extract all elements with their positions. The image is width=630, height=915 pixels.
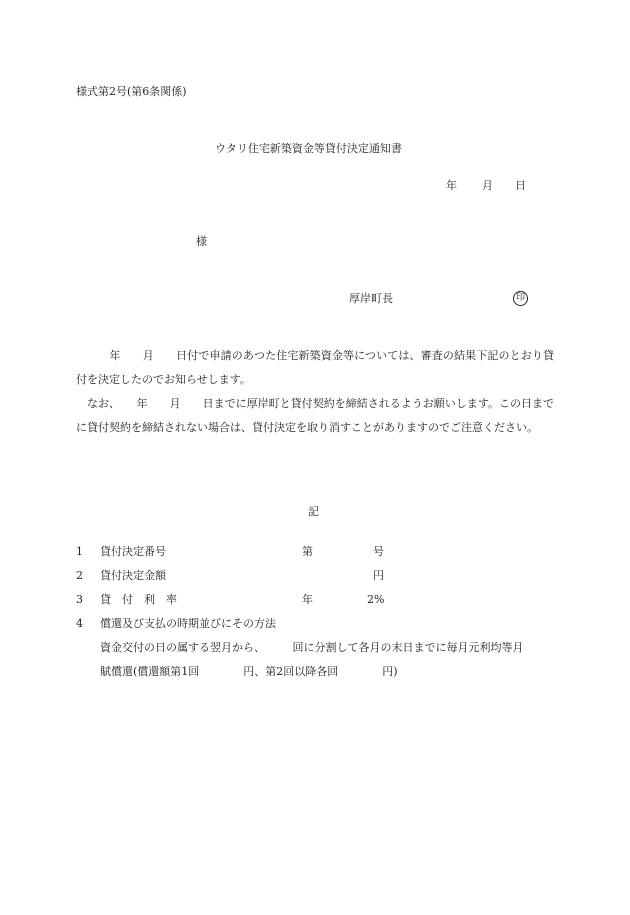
- interest-rate-value: 2%: [367, 593, 385, 606]
- item-value-suffix: 円: [373, 569, 384, 582]
- item-label: 貸付決定金額: [100, 569, 166, 582]
- body-paragraph-2: なお、 年 月 日までに厚岸町と貸付契約を締結されるようお願いします。この日までに貸付契約を締結されない場合は、貸付決定を取り消すことがありますのでご注意ください。: [76, 397, 554, 434]
- seal-mark: [513, 291, 528, 306]
- item-label: 貸付決定番号: [100, 545, 166, 558]
- item-label: 貸 付 利 率: [100, 593, 177, 606]
- date-year: 年: [446, 179, 457, 192]
- repayment-line-1: 資金交付の日の属する翌月から、 回に分割して各月の末日までに毎月元利均等月: [100, 641, 524, 654]
- document-title: ウタリ住宅新築資金等貸付決定通知書: [215, 142, 402, 155]
- item-number: 4: [76, 617, 83, 630]
- form-number: 様式第2号(第6条関係): [76, 85, 187, 98]
- item-number: 2: [76, 569, 83, 582]
- recipient-honorific: 様: [196, 235, 207, 248]
- sender-name: 厚岸町長: [349, 292, 393, 305]
- item-label: 償還及び支払の時期並びにその方法: [100, 617, 276, 630]
- item-value-prefix: 第: [302, 545, 313, 558]
- item-number: 1: [76, 545, 83, 558]
- item-value-suffix: 号: [373, 545, 384, 558]
- date-month: 月: [482, 179, 493, 192]
- body-paragraph-1: 年 月 日付で申請のあつた住宅新築資金等については、審査の結果下記のとおり貸付を決定したのでお知らせします。: [76, 349, 554, 386]
- date-day: 日: [515, 179, 526, 192]
- item-value-prefix: 年: [302, 593, 313, 606]
- repayment-line-2: 賦償還(償還額第1回 円、第2回以降各回 円): [100, 665, 398, 678]
- seal-icon: 印: [513, 291, 528, 306]
- notes-heading: 記: [308, 505, 319, 518]
- item-number: 3: [76, 593, 83, 606]
